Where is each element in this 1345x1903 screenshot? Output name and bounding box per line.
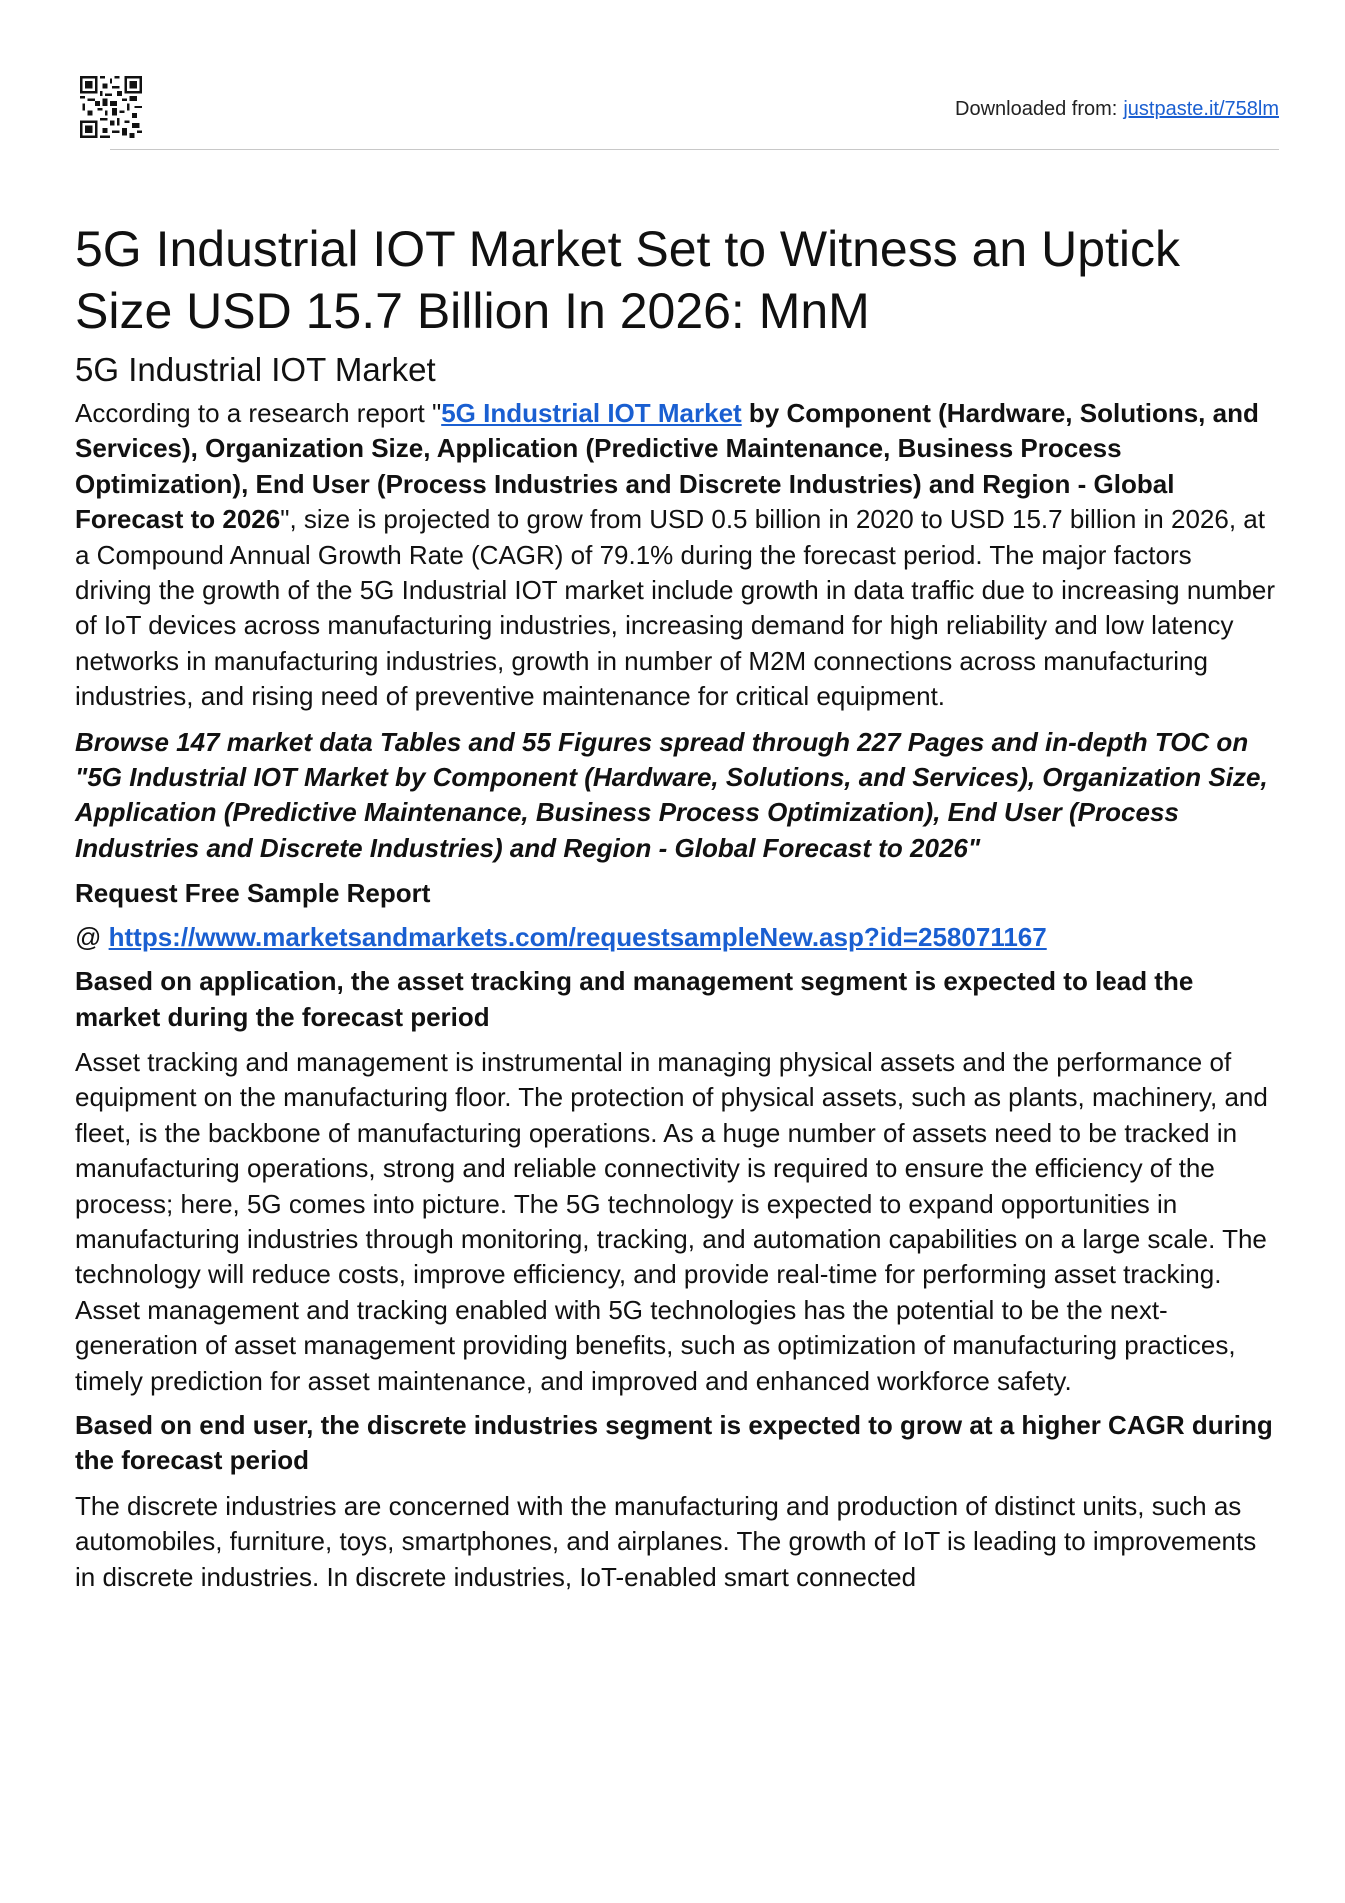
- section-body-application: Asset tracking and management is instrumental in managing physical assets and the performance of equipment on the manufacturing floor. The protection of physical assets, such as plants, machinery, and fleet, is the backbone of manufacturing operations. As a huge number of assets need to be tracked in manufacturing operations, strong and reliable connectivity is required to ensure the efficiency of the process; here, 5G comes into picture. The 5G technology is expected to expand opportunities in manufacturing industries through monitoring, tracking, and automation capabilities on a large scale. The technology will reduce costs, improve efficiency, and provide real-time for performing asset tracking. Asset management and tracking enabled with 5G technologies has the potential to be the next-generation of asset management providing benefits, such as optimization of manufacturing practices, timely prediction for asset maintenance, and improved and enhanced workforce safety.: [75, 1046, 1268, 1396]
- section-heading-end-user: Based on end user, the discrete industries segment is expected to grow at a higher CAGR during the forecast period: [75, 1409, 1273, 1476]
- page-subtitle: 5G Industrial IOT Market: [75, 351, 436, 388]
- downloaded-label: Downloaded from:: [955, 98, 1118, 120]
- header-divider: [110, 149, 1279, 150]
- qr-code-icon: [80, 76, 142, 138]
- intro-lead: According to a research report ": [75, 398, 442, 428]
- intro-report-title: by Component (Hardware, Solutions, and Services), Organization Size, Application (Predictive Maintenance, Business Process Optimization), End User (Process Industries and Discrete Industries) and Region - Global Forecast to 2026: [75, 398, 1259, 535]
- page-title: 5G Industrial IOT Market Set to Witness an Uptick Size USD 15.7 Billion In 2026: MnM: [75, 221, 1181, 339]
- download-source: [955, 98, 1279, 121]
- market-report-link[interactable]: 5G Industrial IOT Market: [441, 398, 742, 428]
- article: [75, 218, 1275, 1595]
- request-sample-line: [75, 920, 1275, 955]
- at-symbol: @: [75, 921, 109, 952]
- section-heading-application: Based on application, the asset tracking and management segment is expected to lead the market during the forecast period: [75, 966, 1194, 1032]
- request-sample-label: Request Free Sample Report: [75, 878, 431, 909]
- browse-note: Browse 147 market data Tables and 55 Figures spread through 227 Pages and in-depth TOC on "5G Industrial IOT Market by Component (Hardware, Solutions, and Services), Organization Size, Application (Predictive Maintenance, Business Process Optimization), End User (Process Industries and Discrete Industries) and Region - Global Forecast to 2026": [75, 726, 1268, 863]
- intro-rest: ", size is projected to grow from USD 0.5 billion in 2020 to USD 15.7 billion in 2026, at a Compound Annual Growth Rate (CAGR) of 79.1% during the forecast period. The major factors driving the growth of the 5G Industrial IOT market include growth in data traffic due to increasing number of IoT devices across manufacturing industries, increasing demand for high reliability and low latency networks in manufacturing industries, growth in number of M2M connections across manufacturing industries, and rising need of preventive maintenance for critical equipment.: [75, 504, 1275, 712]
- intro-paragraph: [75, 396, 1275, 715]
- source-link[interactable]: justpaste.it/758lm: [1123, 98, 1279, 120]
- request-sample-link[interactable]: https://www.marketsandmarkets.com/requestsampleNew.asp?id=258071167: [108, 921, 1047, 952]
- section-body-end-user: The discrete industries are concerned with the manufacturing and production of distinct units, such as automobiles, furniture, toys, smartphones, and airplanes. The growth of IoT is leading to improvements in discrete industries. In discrete industries, IoT-enabled smart connected: [75, 1490, 1257, 1592]
